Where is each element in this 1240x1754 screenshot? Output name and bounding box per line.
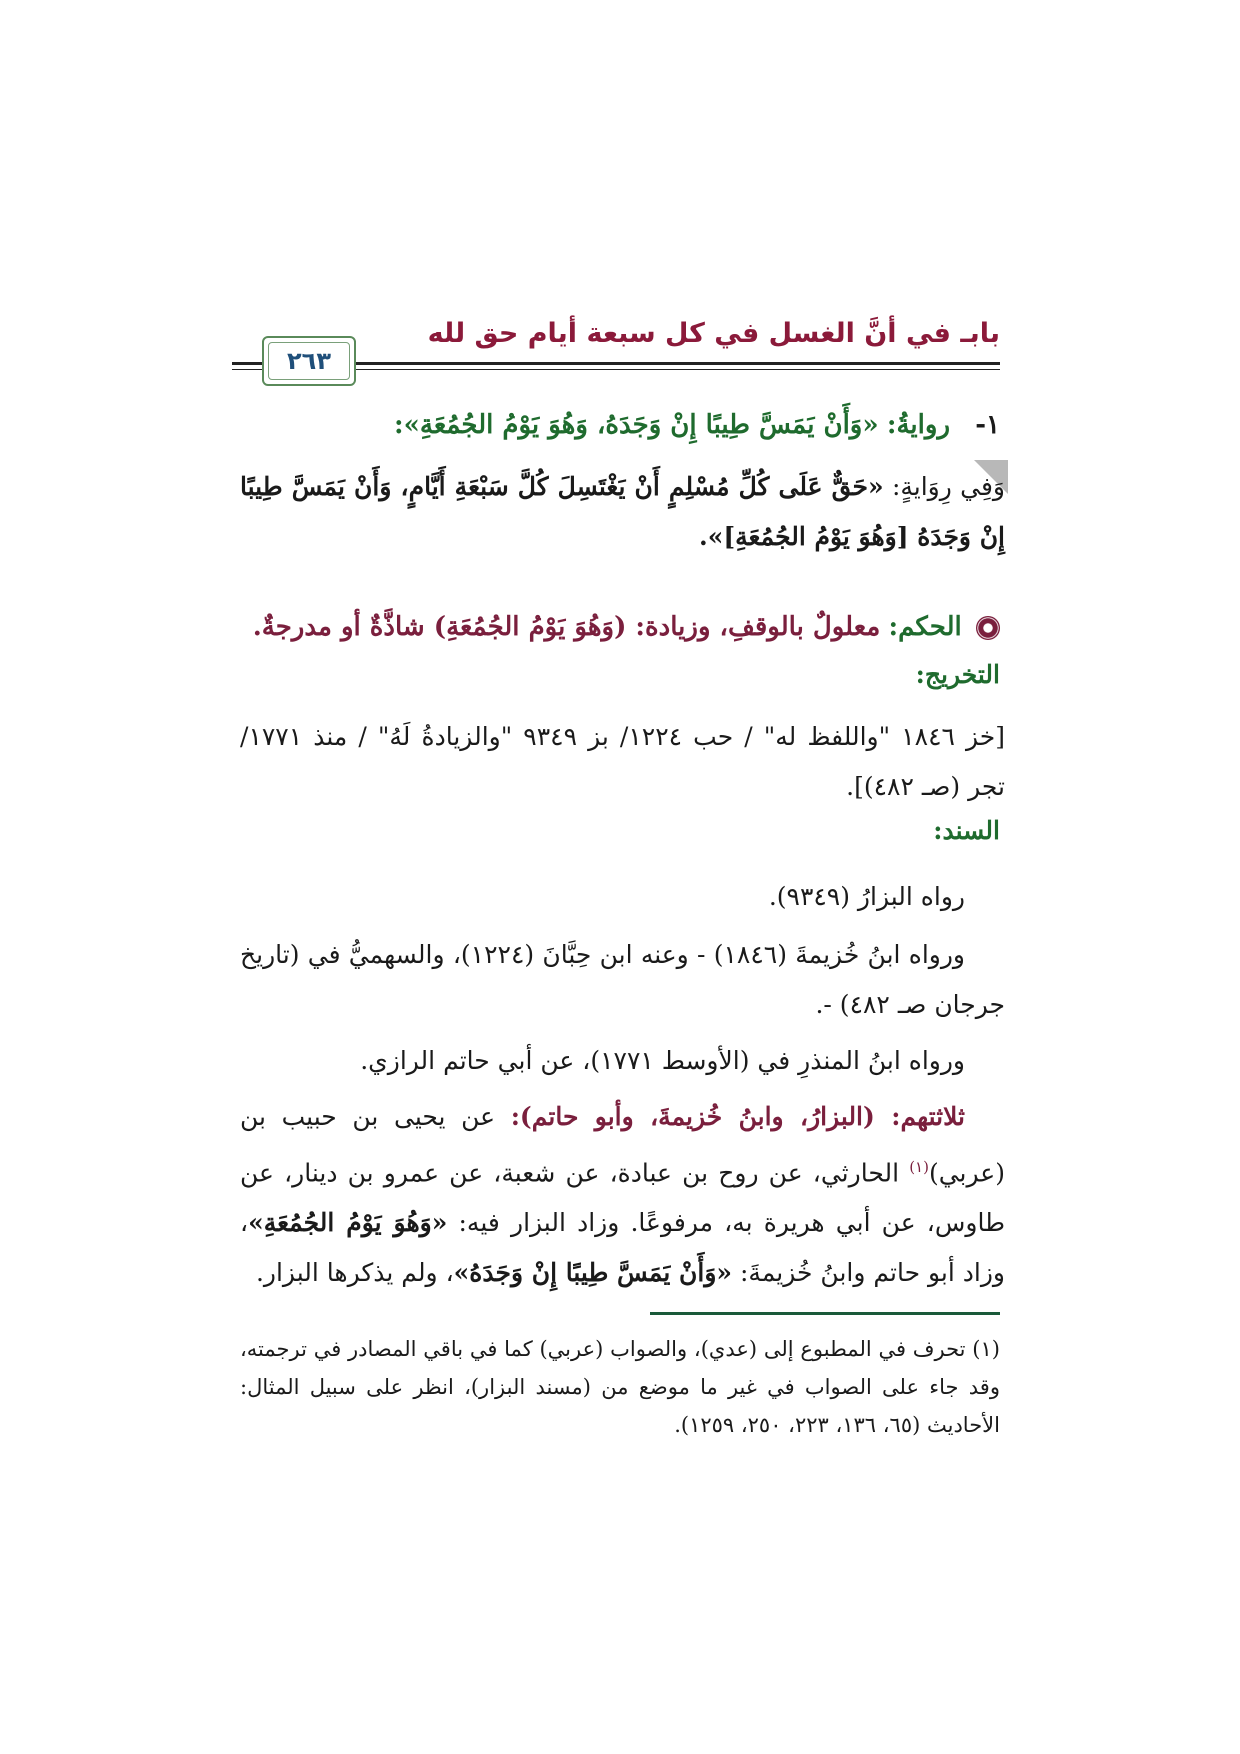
sanad-paragraph-1: رواه البزارُ (٩٣٤٩). (768, 882, 965, 911)
sanad-p4-quote-2: «وَأَنْ يَمَسَّ طِيبًا إِنْ وَجَدَهُ» (453, 1258, 733, 1288)
riwaya-intro: وَفِي رِوَايةٍ: (891, 472, 1006, 501)
footnote-separator (650, 1312, 1000, 1315)
flower-ornament-icon (976, 616, 1000, 640)
sanad-p4-a: عن يحيى بن حبيب بن (عربي) (240, 1102, 1005, 1188)
sanad-paragraph-2: ورواه ابنُ خُزيمةَ (١٨٤٦) - وعنه ابن حِبَّانَ (١٢٢٤)، والسهميُّ في (تاريخ جرجان صـ ٤٨٢) -. (240, 940, 1005, 1019)
item-heading-label: روايةُ: (886, 410, 950, 440)
item-number: ١- (975, 410, 1000, 440)
riwaya-paragraph (240, 462, 1005, 562)
sanad-paragraph-3: ورواه ابنُ المنذرِ في (الأوسط ١٧٧١)، عن أبي حاتم الرازي. (360, 1046, 965, 1075)
header-rule (255, 362, 1000, 365)
sanad-paragraph-4 (240, 1092, 1005, 1298)
page-number: ٢٦٣ (287, 347, 331, 375)
sanad-p4-b: الحارثي، عن روح بن عبادة، عن شعبة، عن عمرو بن دينار، عن طاوس، عن أبي هريرة به، مرفوعًا. وزاد البزار فيه: (240, 1158, 1005, 1238)
takhrij-label: التخريج: (915, 660, 1000, 689)
takhrij-text: [خز ١٨٤٦ "واللفظ له" / حب ١٢٢٤/ بز ٩٣٤٩ "والزيادةُ لَهُ" / منذ ١٧٧١/ تجر (صـ ٤٨٢)]. (240, 722, 1006, 801)
sanad-p4-c: ، وزاد أبو حاتم وابنُ خُزيمةَ: (240, 1208, 1005, 1288)
hukm-line (253, 612, 1000, 642)
sanad-p4-quote-1: «وَهُوَ يَوْمُ الجُمُعَةِ» (248, 1208, 448, 1238)
header-rule-left-thin (232, 369, 258, 370)
item-heading (394, 410, 950, 440)
item-heading-quote: «وَأَنْ يَمَسَّ طِيبًا إِنْ وَجَدَهُ، وَهُوَ يَوْمُ الجُمُعَةِ»: (394, 410, 879, 440)
hukm-label: الحكم: (888, 612, 962, 642)
sanad-p4-lead: ثلاثتهم: (البزارُ، وابنُ خُزيمةَ، وأبو حاتم): (510, 1102, 965, 1131)
riwaya-text: «حَقٌّ عَلَى كُلِّ مُسْلِمٍ أَنْ يَغْتَسِلَ كُلَّ سَبْعَةِ أَيَّامٍ، وَأَنْ يَمَسَّ طِيبًا إِنْ وَجَدَهُ [وَهُوَ يَوْمُ الجُمُعَةِ]». (240, 472, 1005, 551)
page-number-frame (262, 336, 356, 386)
sanad-p4-d: ، ولم يذكرها البزار. (255, 1258, 454, 1288)
footnote: (١) تحرف في المطبوع إلى (عدي)، والصواب (عربي) كما في باقي المصادر في ترجمته، وقد جاء على الصواب في غير ما موضع من (مسند البزار)، انظر على سبيل المثال: الأحاديث (٦٥، ١٣٦، ٢٢٣، ٢٥٠، ١٢٥٩). (240, 1337, 1000, 1437)
header-rule-left (232, 362, 258, 365)
header-rule-thin (255, 369, 1000, 370)
sanad-label: السند: (933, 816, 1000, 845)
hukm-text: معلولٌ بالوقفِ، وزيادة: (وَهُوَ يَوْمُ الجُمُعَةِ) شاذَّةٌ أو مدرجةٌ. (252, 612, 881, 642)
footnote-ref: (١) (909, 1158, 929, 1176)
running-header-title: بابـ في أنَّ الغسل في كل سبعة أيام حق لله (427, 318, 1000, 349)
